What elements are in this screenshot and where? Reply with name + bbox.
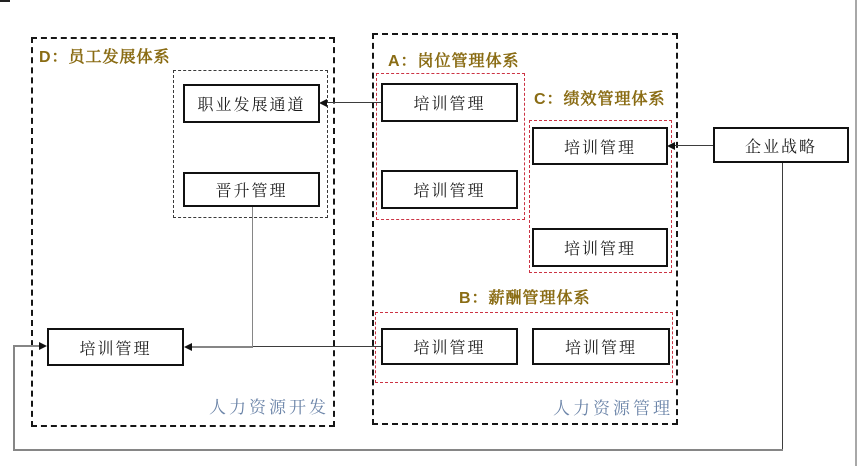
hr-management-label: 人力资源管理 bbox=[553, 399, 673, 418]
arrowhead-into-c-training bbox=[667, 142, 675, 150]
feedback-line-left-vertical bbox=[13, 346, 15, 451]
b-system-title: B：薪酬管理体系 bbox=[459, 290, 591, 307]
b-training-label-2: 培训管理 bbox=[564, 340, 637, 357]
feedback-line-into-d-training bbox=[13, 345, 40, 347]
b-training-box-1 bbox=[381, 328, 518, 365]
c-training-label-1: 培训管理 bbox=[563, 139, 636, 157]
d-system-title: D：员工发展体系 bbox=[39, 49, 171, 66]
b-training-box-2 bbox=[532, 328, 670, 365]
b-training-label-1: 培训管理 bbox=[413, 340, 486, 357]
c-training-label-2: 培训管理 bbox=[563, 241, 636, 258]
feedback-line-right-vertical bbox=[782, 163, 783, 450]
strategy-label: 企业战略 bbox=[744, 138, 817, 156]
a-training-label-2: 培训管理 bbox=[413, 183, 486, 200]
c-training-box-2 bbox=[532, 228, 668, 267]
border-fragment-top-left bbox=[0, 0, 10, 2]
connector-junction-to-b-training bbox=[253, 346, 381, 347]
d-training-box bbox=[47, 328, 184, 366]
a-training-box-2 bbox=[381, 170, 518, 209]
arrowhead-into-d-training-left bbox=[39, 342, 47, 350]
page-border-right bbox=[855, 0, 857, 466]
a-training-label-1: 培训管理 bbox=[413, 96, 486, 113]
d-training-label: 培训管理 bbox=[79, 340, 152, 358]
c-training-box-1 bbox=[532, 127, 668, 165]
arrowhead-into-d-training-right bbox=[184, 343, 192, 351]
connector-promotion-down bbox=[252, 207, 253, 347]
connector-strategy-to-c bbox=[670, 145, 713, 146]
feedback-line-bottom bbox=[13, 449, 783, 451]
career-path-label: 职业发展通道 bbox=[197, 97, 306, 114]
promotion-box bbox=[183, 172, 320, 207]
c-system-title: C：绩效管理体系 bbox=[534, 91, 666, 108]
hr-development-label: 人力资源开发 bbox=[209, 398, 329, 417]
a-training-box-1 bbox=[381, 83, 518, 122]
connector-a-to-career bbox=[322, 102, 381, 103]
promotion-label: 晋升管理 bbox=[215, 183, 288, 200]
arrowhead-into-career-box bbox=[319, 99, 327, 107]
strategy-box bbox=[713, 127, 849, 163]
a-system-title: A：岗位管理体系 bbox=[388, 53, 520, 70]
career-path-box bbox=[183, 84, 320, 123]
connector-junction-to-d-training bbox=[186, 346, 253, 348]
